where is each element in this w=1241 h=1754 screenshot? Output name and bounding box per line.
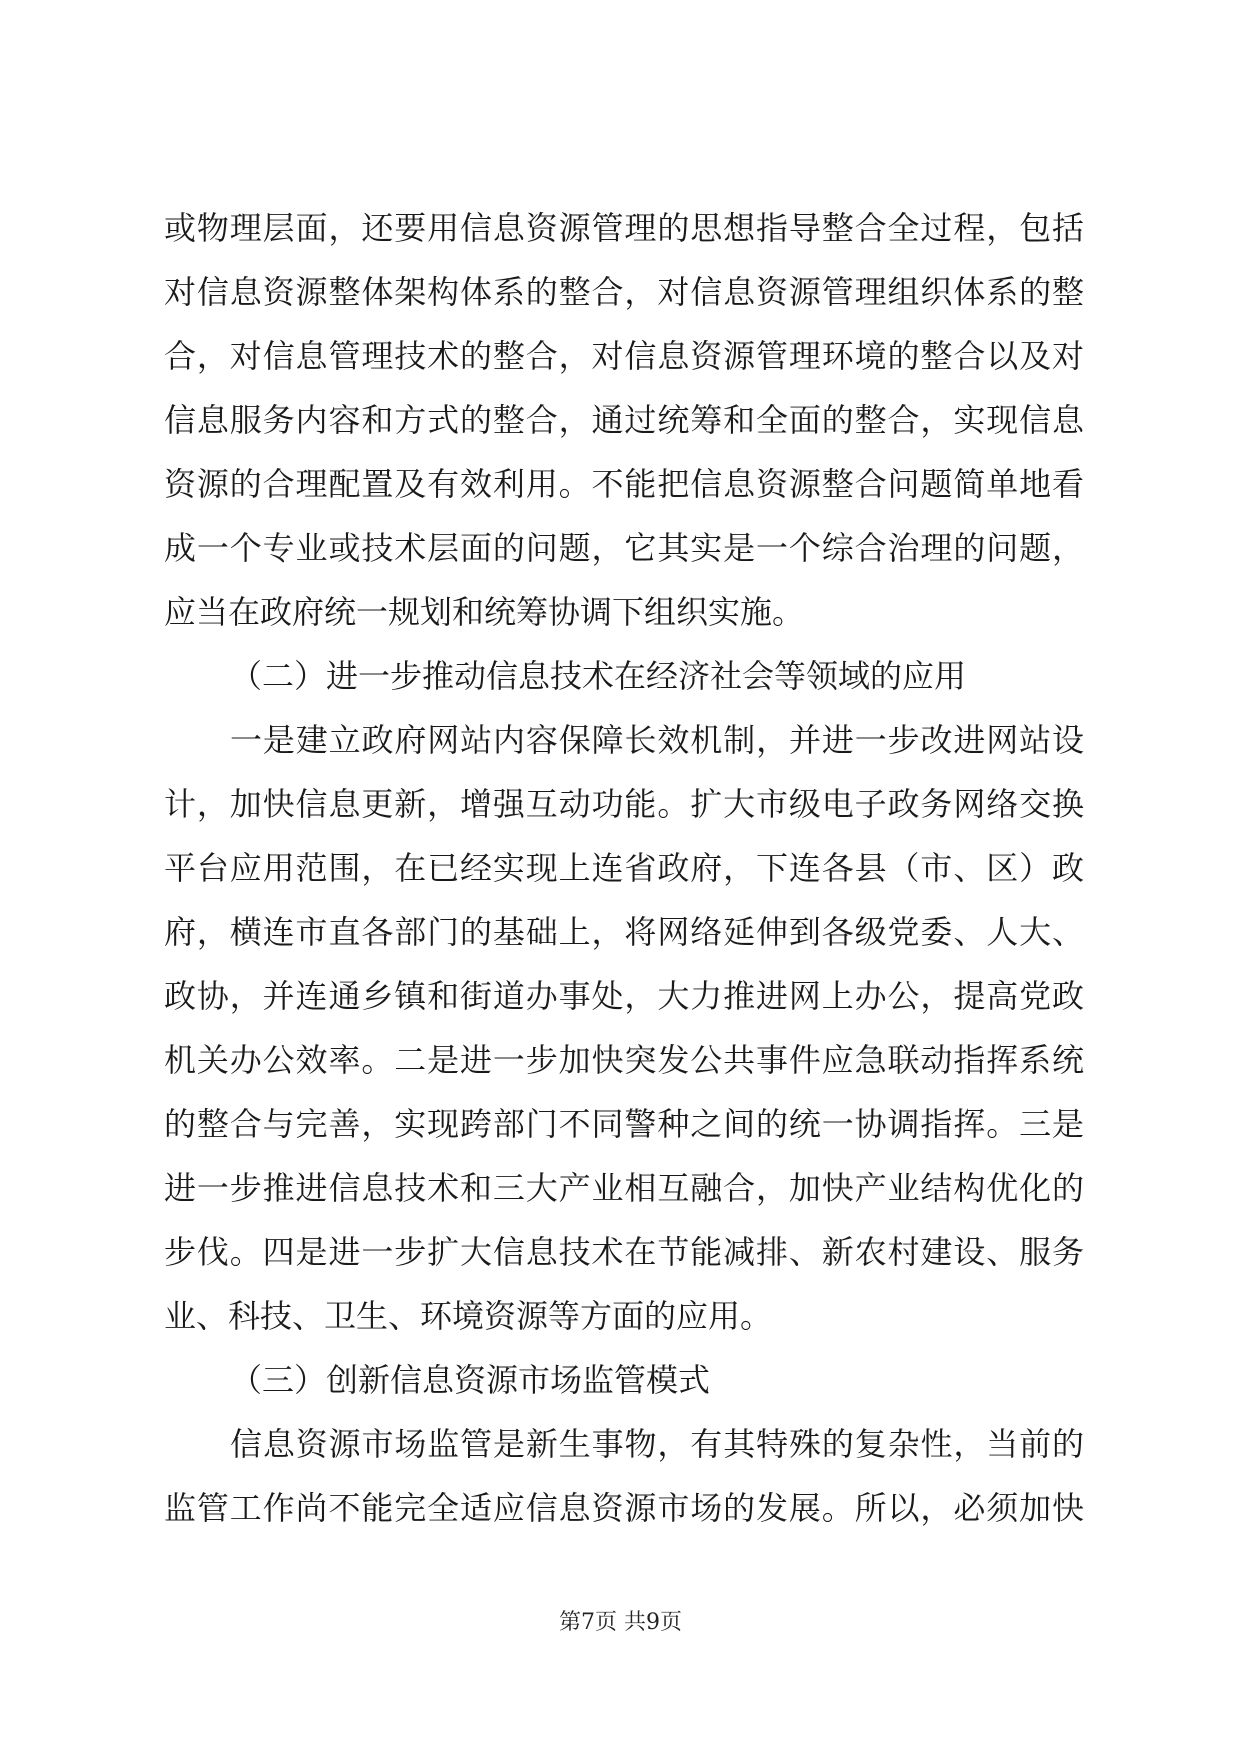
section-heading: （三）创新信息资源市场监管模式 [230, 1361, 711, 1399]
body-line: 成一个专业或技术层面的问题，它其实是一个综合治理的问题， [164, 529, 1084, 567]
body-line: 的整合与完善，实现跨部门不同警种之间的统一协调指挥。三是 [164, 1105, 1084, 1143]
body-line: 监管工作尚不能完全适应信息资源市场的发展。所以，必须加快 [164, 1489, 1084, 1527]
body-line: 计，加快信息更新，增强互动功能。扩大市级电子政务网络交换 [164, 785, 1084, 823]
body-line: 对信息资源整体架构体系的整合，对信息资源管理组织体系的整 [164, 273, 1084, 311]
body-line: 业、科技、卫生、环境资源等方面的应用。 [164, 1297, 773, 1335]
body-line: 进一步推进信息技术和三大产业相互融合，加快产业结构优化的 [164, 1169, 1084, 1207]
body-line: 应当在政府统一规划和统筹协调下组织实施。 [164, 593, 805, 631]
body-line: 政协，并连通乡镇和街道办事处，大力推进网上办公，提高党政 [164, 977, 1084, 1015]
body-line: 平台应用范围，在已经实现上连省政府，下连各县（市、区）政 [164, 849, 1084, 887]
body-line: 资源的合理配置及有效利用。不能把信息资源整合问题简单地看 [164, 465, 1084, 503]
paragraph-first-line: 一是建立政府网站内容保障长效机制，并进一步改进网站设 [230, 721, 1084, 759]
body-line: 或物理层面，还要用信息资源管理的思想指导整合全过程，包括 [164, 209, 1084, 247]
body-line: 步伐。四是进一步扩大信息技术在节能减排、新农村建设、服务 [164, 1233, 1084, 1271]
body-line: 府，横连市直各部门的基础上，将网络延伸到各级党委、人大、 [164, 913, 1084, 951]
paragraph-first-line: 信息资源市场监管是新生事物，有其特殊的复杂性，当前的 [230, 1425, 1084, 1463]
body-line: 信息服务内容和方式的整合，通过统筹和全面的整合，实现信息 [164, 401, 1084, 439]
body-line: 合，对信息管理技术的整合，对信息资源管理环境的整合以及对 [164, 337, 1084, 375]
section-heading: （二）进一步推动信息技术在经济社会等领域的应用 [230, 657, 967, 695]
body-line: 机关办公效率。二是进一步加快突发公共事件应急联动指挥系统 [164, 1041, 1084, 1079]
page-number-footer: 第7页 共9页 [559, 1610, 682, 1635]
